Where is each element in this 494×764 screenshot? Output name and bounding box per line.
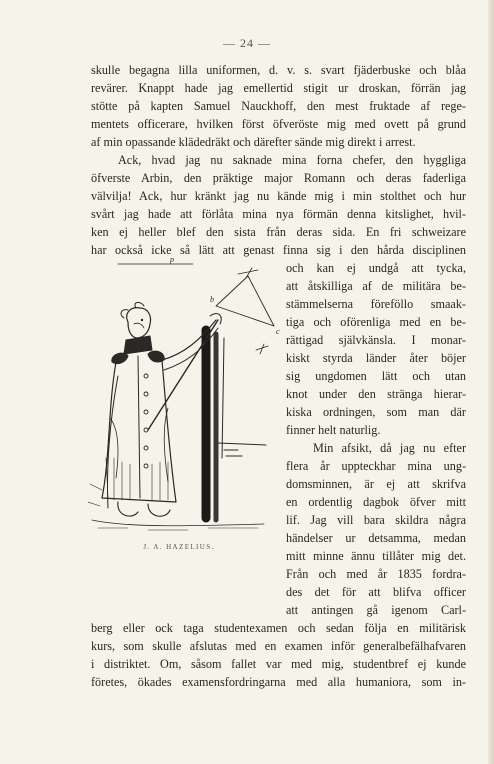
text-line: finner helt naturlig.	[286, 423, 381, 437]
text-line: händelser ur detsamma, medan	[286, 531, 466, 545]
text-line: des det för att blifva officer	[286, 585, 466, 599]
officer-sketch-illustration	[88, 258, 280, 540]
text-line: öfverste Arbin, den präktige major Romann och deras faderliga	[91, 171, 466, 185]
text-line: Ack, hvad jag nu saknade mina forna chefer, den hyggliga	[118, 153, 466, 167]
text-line: svårt jag hade att förlåta mina nya förmän denna kitslighet, hvil-	[91, 207, 466, 221]
svg-text:c: c	[276, 327, 280, 336]
text-line: domsminnen, är ej att skrifva	[286, 477, 466, 491]
text-line: Min afsikt, då jag nu efter	[313, 441, 466, 455]
text-line: af min opassande klädedräkt och därefter sände mig direkt i arrest.	[91, 135, 416, 149]
text-line: skulle begagna lilla uniformen, d. v. s. svart fjäderbuske och blåa	[91, 63, 466, 77]
text-line: rättigad självkänsla. I monar-	[286, 333, 466, 347]
text-line: revärer. Knappt hade jag emellertid stigit ur droskan, förrän jag	[91, 81, 466, 95]
svg-text:b: b	[210, 295, 214, 304]
text-line: kiska ordningen, som man där	[286, 405, 466, 419]
text-line: företes, ökades examensfordringarna med alla humaniora, som in-	[91, 675, 466, 689]
page-number: — 24 —	[223, 36, 271, 50]
text-line: sig ungdomen lätt och utan	[286, 369, 466, 383]
text-line: ken ej heller blef den sista från deras sida. En fri schweizare	[91, 225, 466, 239]
text-line: att åtskilliga af de militära be-	[286, 279, 466, 293]
text-line: flera år uppteckhar mina ung-	[286, 459, 466, 473]
text-line: kurs, som skulle afslutas med en examen inför generalbefälhafvaren	[91, 639, 466, 653]
text-line: att antingen gå igenom Carl-	[286, 603, 466, 617]
svg-text:p: p	[170, 258, 174, 264]
text-line: berg eller ock taga studentexamen och sedan följa en militärisk	[91, 621, 466, 635]
text-line: mitt minne ännu tillåter mig det.	[286, 549, 466, 563]
text-line: stämmelserna föreföllo smaak-	[286, 297, 466, 311]
text-line: en ordentlig dagbok öfver mitt	[286, 495, 466, 509]
text-line: välvilja! Ack, hur kränkt jag nu kände mig i min stolthet och hur	[91, 189, 466, 203]
text-line: i distriktet. Om, såsom fallet var med mig, studentbref ej kunde	[91, 657, 466, 671]
text-line: lif. Jag vill bara skildra några	[286, 513, 466, 527]
text-line: och kan ej undgå att tycka,	[286, 261, 466, 275]
text-line: kiskt styrda länder åter böjer	[286, 351, 466, 365]
text-line: stötte på kapten Samuel Nauckhoff, den mest fruktade af rege-	[91, 99, 466, 113]
illustration-caption: J. A. HAZELIUS.	[143, 543, 215, 551]
text-line: tiga och oförenliga med en be-	[286, 315, 466, 329]
page-edge	[488, 0, 494, 764]
text-line: har också icke så lätt att genast finna sig i den hårda disciplinen	[91, 243, 466, 257]
text-line: mentets officerare, hvilken först öfveröste mig med ovett på grund	[91, 117, 466, 131]
text-line: Från och med år 1835 fordra-	[286, 567, 466, 581]
text-line: knot under den stränga hierar-	[286, 387, 466, 401]
